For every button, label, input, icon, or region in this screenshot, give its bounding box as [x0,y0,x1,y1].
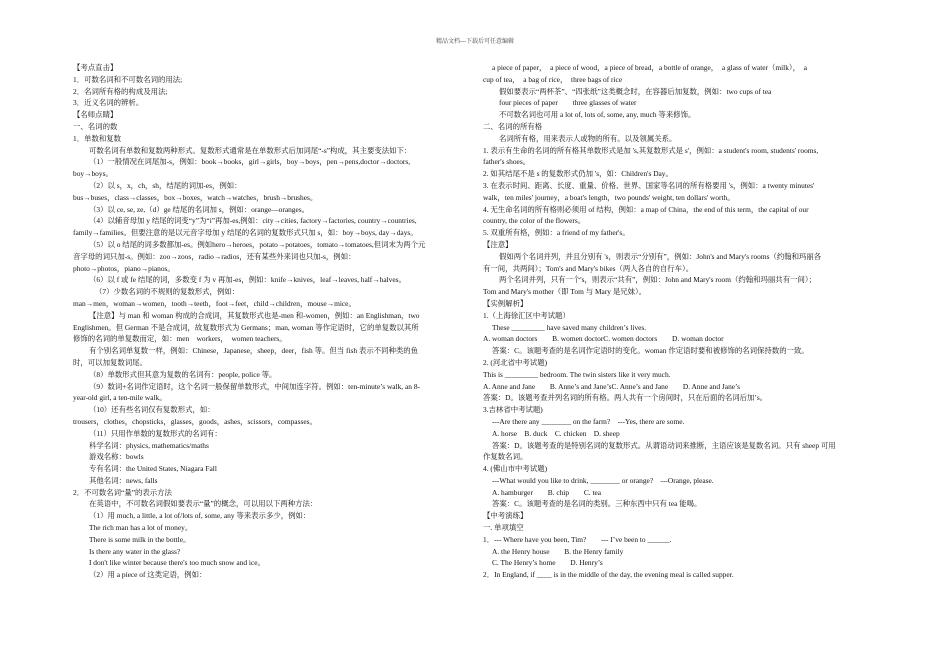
text-line: There is some milk in the bottle。 [89,534,191,544]
text-line: 有一间，共两间）；Tom's and Mary's bikes（两人各自的自行车）。 [483,263,694,273]
text-line: 2. (河北省中考试题) [483,357,548,367]
text-line: 修饰的名词的单复数而定，如：men workers， women teachers。 [73,334,287,344]
text-line: country, the color of the flowers。 [483,216,586,226]
text-line: 一、名词的数 [73,121,118,131]
page-header: 精品文档---下载后可任意编辑 [436,39,514,45]
text-line: 专有名词：the United States, Niagara Fall [89,464,217,474]
text-line: 有个别名词单复数一样，例如：Chinese，Japanese，sheep，deer，fish 等。但当 fish 表示不同种类的鱼 [89,346,419,356]
text-line: walk，ten miles' journey，a boat's length，two pounds' weight, ten dollars' worth。 [483,192,735,202]
text-line: year-old girl, a ten-mile walk。 [73,393,167,403]
text-line: ---What would you like to drink, ________ or orange? ---Orange, please. [492,475,714,485]
text-line: man→men，woman→women，tooth→teeth，foot→feet，child→children，mouse→mice。 [73,298,356,308]
text-line: 3.吉林省中考试题) [483,405,543,415]
text-line: 可数名词有单数和复数两种形式。复数形式通常是在单数形式后加词尾“-s”构成，其主要变法如下： [89,145,412,155]
text-line: 2. 如其结尾不是 s 的复数形式仍加 's，如：Children's Day。 [483,169,673,179]
text-line: 【考点直击】 [73,63,118,72]
text-line: trousers，clothes，chopsticks，glasses，goods，ashes，scissors，compasses。 [73,416,317,426]
text-line: （3）以 ce, se, ze,（d）ge 结尾的名词加 s，例如：orange—oranges。 [89,204,310,214]
text-line: 【名师点睛】 [73,110,118,120]
text-line: photo→photos，piano→pianos。 [73,263,175,273]
text-line: 科学名词：physics, mathematics/maths [89,440,209,450]
text-line: 名词所有格，用来表示人或物的所有。以及领属关系。 [499,133,677,143]
text-line: 答案：C。该题考查的是名词的类别。三种东西中只有 tea 能喝。 [492,499,702,509]
text-line: family→families。但要注意的是以元音字母加 y 结尾的名词的复数形式只加 s，如：boy→boys, day→days。 [73,228,418,238]
text-line: （4）以辅音母加 y 结尾的词变“y”为“i”再加-es,例如：city→cities, factory→factories, country→countries, [89,216,417,226]
text-line: 游戏名称：bowls [89,452,144,462]
text-line: 1．可数名词和不可数名词的用法; [73,74,183,84]
text-line: 2．不可数名词“量”的表示方法 [73,487,172,497]
text-line: （6）以 f 或 fe 结尾的词，多数变 f 为 v 再加-es，例如：knife→knives，leaf→leaves, half→halves。 [89,275,406,285]
text-line: ---Are there any ________ on the farm? ---Yes, there are some. [492,416,685,426]
text-line: 在英语中，不可数名词假如要表示“量”的概念，可以用以下两种方法： [89,499,318,509]
left-column [73,62,465,581]
text-line: boy→boys。 [73,169,113,179]
text-line: 1．--- Where have you been, Tim? --- I’ve been to ______. [483,534,672,544]
text-line: （9）数词+名词作定语时，这个名词一般保留单数形式，中间加连字符。例如：ten-minute’s walk, an 8- [89,381,420,391]
text-line: 1．单数和复数 [73,133,122,143]
text-line: 一. 单项填空 [483,523,524,533]
text-line: 3．近义名词的辨析。 [73,98,144,108]
text-line: 1.（上海徐汇区中考试题） [483,310,570,320]
text-line: （10）还有些名词仅有复数形式，如： [89,405,215,415]
text-line: C. The Henry’s home D. Henry’s [492,558,603,568]
text-line: I don't like winter because there's too much snow and ice。 [89,558,265,568]
text-line: father's shoes。 [483,157,531,167]
text-line: Is there any water in the glass? [89,546,181,556]
text-line: A. the Henry house B. the Henry family [492,546,624,556]
text-line: 答案：C。该题考查的是名词作定语时的变化。woman 作定语时要和被修饰的名词保持数的一致。 [492,346,809,356]
text-line: 不可数名词也可用 a lot of, lots of, some, any, much 等来修饰。 [499,110,696,120]
text-line: （5）以 o 结尾的词多数都加-es。例如hero→heroes，potato→potatoes，tomato→tomatoes,但词末为两个元 [89,239,426,249]
text-line: This is _________ bedroom. The twin sisters like it very much. [483,369,671,379]
right-column [483,62,878,581]
text-line: （8）单数形式但其意为复数的名词有：people, police 等。 [89,369,277,379]
text-line: 2．In England, if ____ is in the middle of the day, the evening meal is called supper. [483,570,734,580]
text-line: 4. 无生命名词的所有格则必须用 of 结构，例如：a map of China，the end of this term，the capital of our [483,204,809,214]
text-line: 4. (佛山市中考试题) [483,464,548,474]
text-line: （1）用 much, a little, a lot of/lots of, some, any 等来表示多少，例如： [89,511,311,521]
text-line: 1. 表示有生命的名词的所有格其单数形式是加 's,其复数形式是 s'，例如：a student's room, students' rooms, [483,145,819,155]
text-line: 【中考演练】 [483,511,528,521]
text-line: a piece of paper， a piece of wood，a piece of bread，a bottle of orange， a glass of water（milk）， a [492,63,807,72]
text-line: 3. 在表示时间、距离、长度、重量、价格、世界、国家等名词的所有格要用 's，例如：a twenty minutes' [483,180,815,190]
text-line: 5. 双重所有格，例如：a friend of my father's。 [483,228,630,238]
text-line: （2）以 s，x，ch，sh，结尾的词加-es，例如： [89,180,242,190]
text-line: 【注意】与 man 和 woman 构成的合成词，其复数形式也是-men 和-women，例如：an Englishman，two [89,310,420,320]
text-line: 两个名词并列，只有一个's，则表示“共有”，例如：John and Mary's room（约翰和玛丽共有一间）； [499,275,816,285]
text-line: 假如两个名词并列，并且分别有 's，则表示“分别有”，例如：John's and Mary's rooms（约翰和玛丽各 [499,251,822,261]
text-line: （2）用 a piece of 这类定语，例如： [89,570,207,580]
text-line: A. woman doctors B. women doctorC. women doctors D. woman doctor [483,334,724,344]
text-line: 答案：D。该题考查并列名词的所有格。两人共有一个房间时，只在后面的名词后加’s。 [483,393,768,403]
text-line: （7）少数名词的不规则的复数形式，例如： [95,287,240,297]
text-line: cup of tea， a bag of rice， three bags of rice [483,74,623,84]
text-line: （11）只用作单数的复数形式的名词有： [89,428,222,438]
text-line: 2．名词所有格的构成及用法; [73,86,168,96]
text-line: 假如要表示“两杯茶”、“四张纸”这类概念时，在容器后加复数，例如：two cups of tea [499,86,772,96]
text-line: （1）一般情况在词尾加-s，例如：book→books，girl→girls，boy→boys，pen→pens,doctor→doctors, [89,157,411,167]
text-line: A. hamburger B. chip C. tea [492,487,602,497]
text-line: 【注意】 [483,239,513,249]
text-line: bus→buses，class→classes，box→boxes，watch→watches，brush→brushes。 [73,192,318,202]
text-line: 其他名词：news, falls [89,475,158,485]
text-line: 音字母的词只加-s。例如：zoo→zoos，radio→radios，还有某些外来词也只加-s，例如： [73,251,356,261]
text-line: four pieces of paper three glasses of water [499,98,637,108]
text-line: 答案：D。该题考查的是特别名词的复数形式。从谓语动词来推断，主语应该是复数名词。只有 sheep 可用 [492,440,836,450]
text-line: 时，可以加复数词尾。 [73,357,147,367]
text-line: 作复数名词。 [483,452,528,462]
text-line: 二、名词的所有格 [483,121,543,131]
text-line: Tom and Mary's mother（即 Tom 与 Mary 是兄妹）。 [483,287,647,297]
text-line: A. horse B. duck C. chicken D. sheep [492,428,620,438]
text-line: The rich man has a lot of money。 [89,523,193,533]
text-line: These _________ have saved many children’s lives. [492,322,647,332]
text-line: Englishmen。但 German 不是合成词，故复数形式为 Germans；man, woman 等作定语时，它的单复数以其所 [73,322,419,332]
text-line: 【实例解析】 [483,298,528,308]
text-line: A. Anne and Jane B. Anne’s and Jane’sC. Anne’s and Jane D. Anne and Jane’s [483,381,740,391]
